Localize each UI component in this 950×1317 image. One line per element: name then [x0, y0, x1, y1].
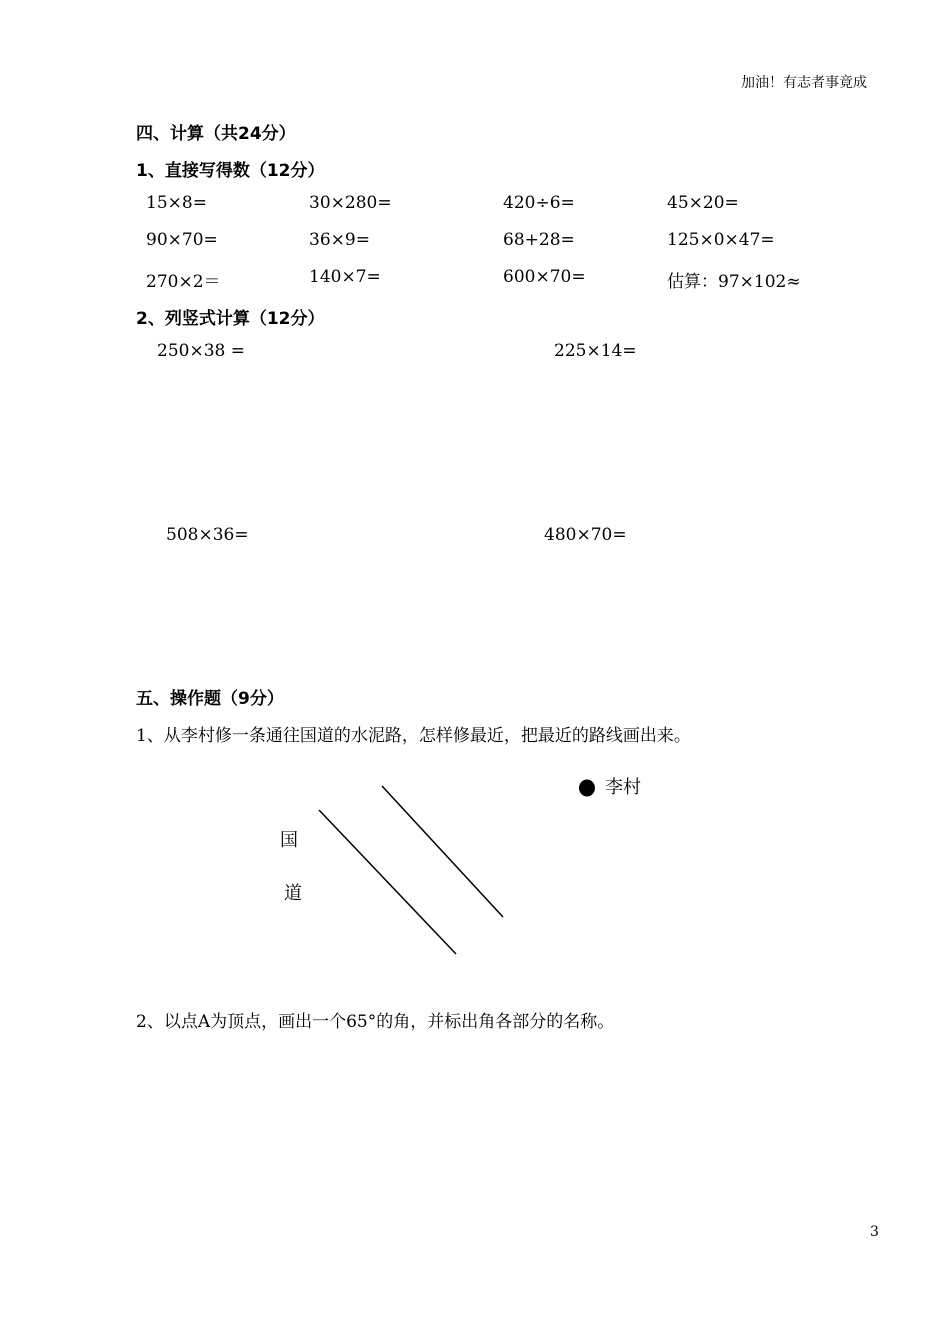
- vertical-calc-problem: 225×14=: [554, 341, 637, 361]
- calc-item: 68+28=: [503, 230, 575, 250]
- calc-item: 90×70=: [146, 230, 218, 250]
- village-dot: [579, 780, 595, 797]
- village-label: 李村: [605, 777, 641, 798]
- calc-item: 600×70=: [503, 267, 586, 287]
- road-label-guo: 国: [280, 830, 298, 851]
- calc-item: 30×280=: [309, 193, 392, 213]
- calc-item: 45×20=: [667, 193, 739, 213]
- part2-title: 2、列竖式计算（12分）: [136, 309, 325, 329]
- road-label-dao: 道: [284, 883, 302, 904]
- question-2: 2、以点A为顶点，画出一个65°的角，并标出角各部分的名称。: [136, 1012, 615, 1032]
- header-motto: 加油！有志者事竟成: [741, 75, 867, 91]
- road-line-upper: [382, 786, 503, 917]
- calc-item: 估算：97×102≈: [667, 272, 801, 292]
- road-line-lower: [319, 810, 456, 954]
- vertical-calc-problem: 250×38 =: [157, 341, 245, 361]
- section4-title: 四、计算（共24分）: [136, 124, 296, 144]
- section5-title: 五、操作题（9分）: [136, 689, 284, 709]
- page-number: 3: [870, 1224, 879, 1240]
- calc-item: 36×9=: [309, 230, 370, 250]
- vertical-calc-problem: 508×36=: [166, 525, 249, 545]
- part1-title: 1、直接写得数（12分）: [136, 161, 325, 181]
- question-1: 1、从李村修一条通往国道的水泥路，怎样修最近，把最近的路线画出来。: [136, 726, 691, 746]
- calc-item: 125×0×47=: [667, 230, 775, 250]
- calc-item: 140×7=: [309, 267, 381, 287]
- calc-item: 270×2＝: [146, 272, 221, 292]
- calc-item: 15×8=: [146, 193, 207, 213]
- calc-item: 420÷6=: [503, 193, 575, 213]
- vertical-calc-problem: 480×70=: [544, 525, 627, 545]
